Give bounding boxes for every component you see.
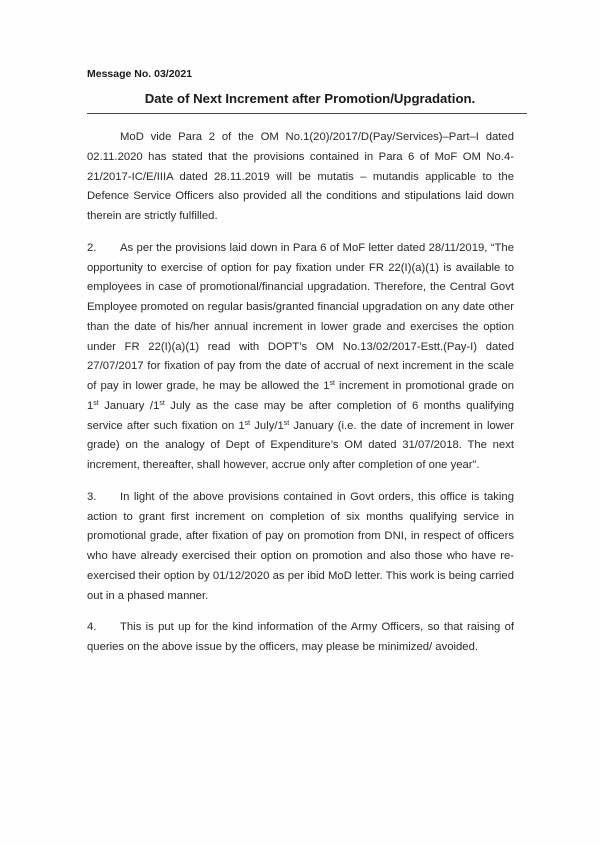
paragraph-3-number: 3. — [87, 490, 97, 503]
paragraph-3 — [87, 488, 514, 607]
paragraph-2-text-b: increment in promotional grade on 1 — [87, 380, 514, 412]
title-underline — [87, 113, 527, 114]
document-body — [87, 128, 514, 670]
ordinal-suffix: st — [329, 380, 335, 387]
paragraph-1-text: MoD vide Para 2 of the OM No.1(20)/2017/D(Pay/Services)–Part–I dated 02.11.2020 has stated that the provisions contained in Para 6 of MoF OM No.4-21/2017-IC/E/IIIA dated 28.11.2019 will be mutatis – mutandis applicable to the Defence Service Officers also provided all the conditions and stipulations laid down therein are strictly fulfilled. — [87, 131, 514, 222]
ordinal-suffix: st — [283, 419, 290, 427]
paragraph-4-number: 4. — [87, 621, 97, 634]
paragraph-4-text: This is put up for the kind information of the Army Officers, so that raising of queries on the above issue by the officers, may please be minimized/ avoided. — [87, 621, 514, 653]
paragraph-4 — [87, 618, 514, 658]
document-title: Date of Next Increment after Promotion/Upgradation. — [144, 91, 476, 106]
paragraph-2 — [87, 239, 514, 476]
message-number: Message No. 03/2021 — [87, 68, 193, 80]
ordinal-suffix: st — [244, 419, 251, 427]
ordinal-suffix: st — [159, 399, 165, 407]
paragraph-1 — [87, 128, 514, 227]
paragraph-2-text-e: July/1 — [250, 419, 284, 432]
paragraph-2-text-f: January (i.e. the date of increment in lower grade) on the analogy of Dept of Expenditure’s OM dated 31/07/2018. The next increment, thereafter, shall however, accrue only after completion of one year”. — [87, 419, 514, 471]
paragraph-2-text-a: As per the provisions laid down in Para 6 of MoF letter dated 28/11/2019, “The opportunity to exercise of option for pay fixation under FR 22(I)(a)(1) is available to employees in case of promotional/financial upgradation. Therefore, the Central Govt Employee promoted on regular basis/granted financial upgradation on any date other than the date of his/her annual increment in lower grade and exercises the option under FR 22(I)(a)(1) read with DOPT’s OM No.13/02/2017-Estt.(Pay-I) dated 27/07/2017 for fixation of pay from the date of accrual of next increment in the scale of pay in lower grade, he may be allowed the 1 — [87, 241, 514, 392]
paragraph-2-text-d: July as the case may be after completion of 6 months qualifying service after such fixation on 1 — [87, 399, 514, 432]
paragraph-2-number: 2. — [87, 241, 97, 254]
ordinal-suffix: st — [93, 399, 99, 407]
paragraph-2-text-c: January /1 — [98, 399, 160, 412]
paragraph-3-text: In light of the above provisions contained in Govt orders, this office is taking action to grant first increment on completion of six months qualifying service in promotional grade, after fixation of pay on promotion from DNI, in respect of officers who have already exercised their option on promotion and also those who have re-exercised their option by 01/12/2020 as per ibid MoD letter. This work is being carried out in a phased manner. — [87, 490, 514, 602]
